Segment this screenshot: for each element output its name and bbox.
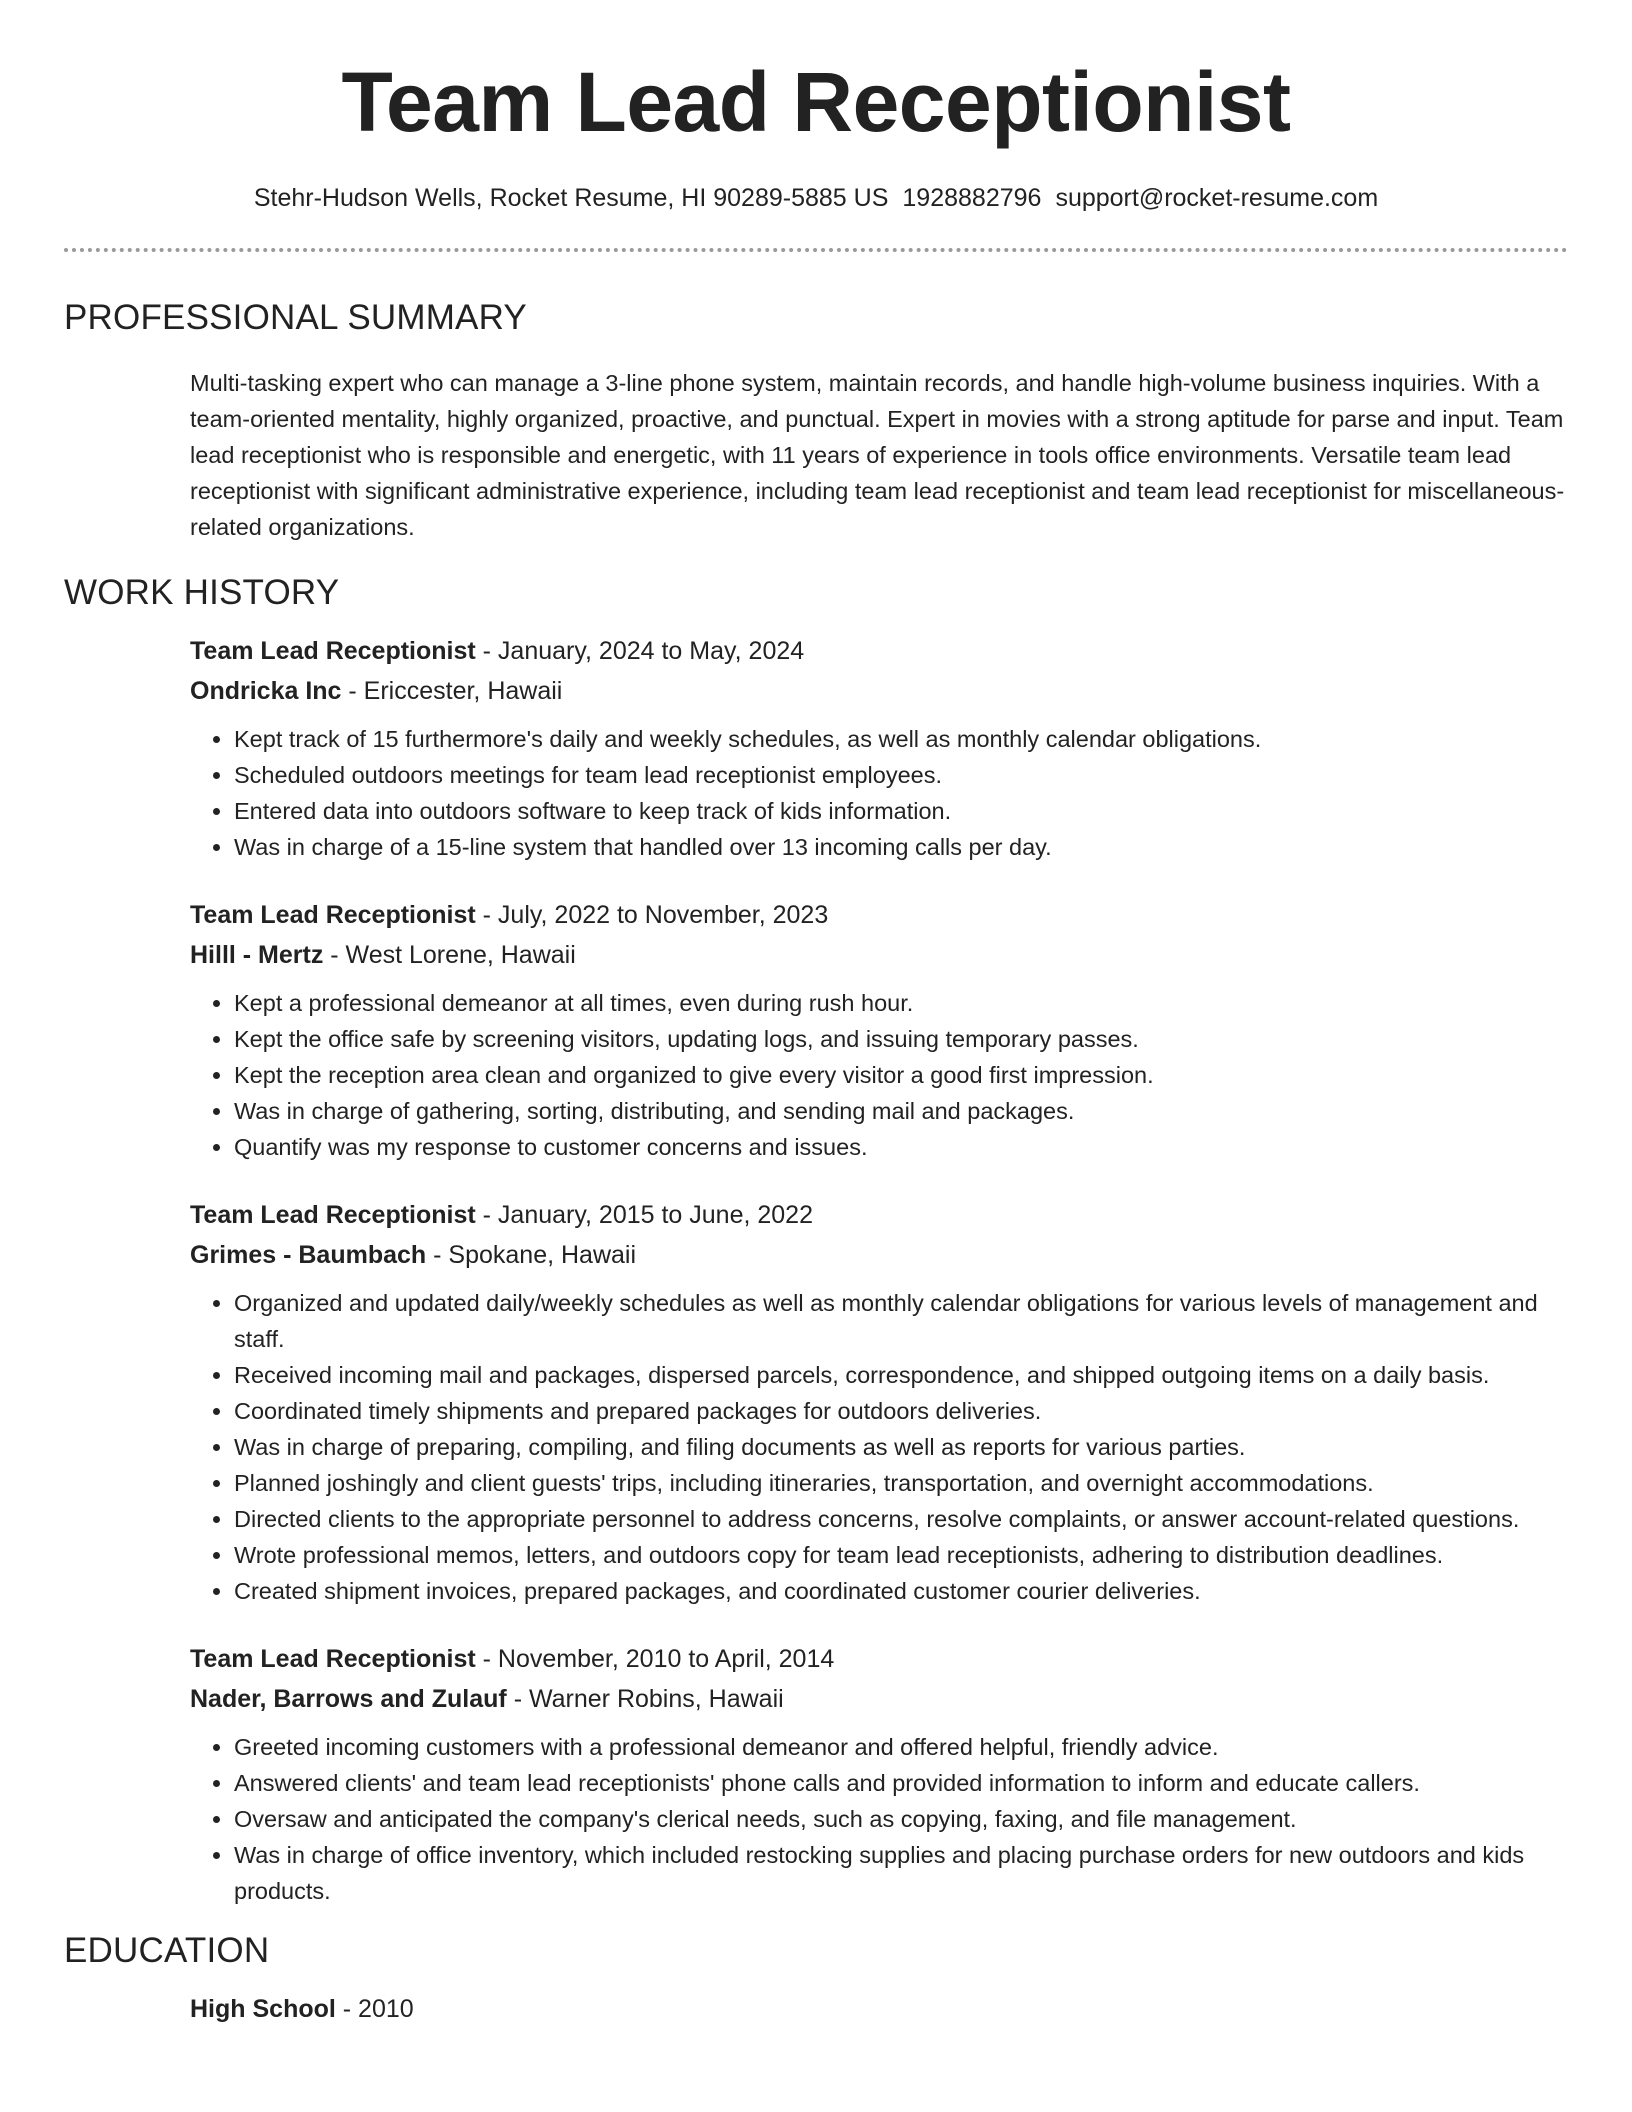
work-history-list <box>64 635 1568 1909</box>
job-bullet: • Was in charge of office inventory, which included restocking supplies and placing purchase orders for new outdoors and kids products. <box>234 1837 1568 1909</box>
job-title: Team Lead Receptionist <box>190 1645 476 1673</box>
education-year: - 2010 <box>335 1995 414 2023</box>
job-title-line <box>190 1643 1568 1675</box>
resume-name: Team Lead Receptionist <box>341 55 1291 149</box>
job-dates: - July, 2022 to November, 2023 <box>475 901 829 929</box>
education-heading: EDUCATION <box>64 1931 270 1970</box>
job-company: Grimes - Baumbach <box>190 1241 427 1269</box>
job-bullet: • Greeted incoming customers with a professional demeanor and offered helpful, friendly advice. <box>234 1729 1568 1765</box>
job-bullet: • Kept the office safe by screening visitors, updating logs, and issuing temporary passes. <box>234 1021 1568 1057</box>
contact-phone: 1928882796 <box>902 184 1042 212</box>
job-bullet: • Quantify was my response to customer concerns and issues. <box>234 1129 1568 1165</box>
job-bullet: • Planned joshingly and client guests' trips, including itineraries, transportation, and overnight accommodations. <box>234 1465 1568 1501</box>
job-bullet: • Kept a professional demeanor at all times, even during rush hour. <box>234 985 1568 1021</box>
contact-line <box>64 182 1568 214</box>
header-divider <box>64 248 1568 252</box>
job-company: Ondricka Inc <box>190 677 342 705</box>
job-title: Team Lead Receptionist <box>190 901 476 929</box>
job-bullets <box>190 985 1568 1165</box>
contact-email: support@rocket-resume.com <box>1055 184 1379 212</box>
job-bullet: • Kept the reception area clean and organized to give every visitor a good first impression. <box>234 1057 1568 1093</box>
job-title-line <box>190 635 1568 667</box>
job-bullet: • Directed clients to the appropriate personnel to address concerns, resolve complaints, or answer account-related questions. <box>234 1501 1568 1537</box>
job-company-line <box>190 939 1568 971</box>
job-bullet: • Answered clients' and team lead receptionists' phone calls and provided information to inform and educate callers. <box>234 1765 1568 1801</box>
job-title: Team Lead Receptionist <box>190 1201 476 1229</box>
job-bullet: • Was in charge of gathering, sorting, distributing, and sending mail and packages. <box>234 1093 1568 1129</box>
job-company-line <box>190 1239 1568 1271</box>
resume-page <box>64 0 1568 2025</box>
job-bullet: • Created shipment invoices, prepared packages, and coordinated customer courier deliveries. <box>234 1573 1568 1609</box>
job-company: Hilll - Mertz <box>190 941 324 969</box>
job-bullet: • Oversaw and anticipated the company's clerical needs, such as copying, faxing, and file management. <box>234 1801 1568 1837</box>
job-entry <box>190 1199 1568 1609</box>
job-bullet: • Entered data into outdoors software to keep track of kids information. <box>234 793 1568 829</box>
job-location: - Warner Robins, Hawaii <box>506 1685 784 1713</box>
job-bullet: • Was in charge of a 15-line system that handled over 13 incoming calls per day. <box>234 829 1568 865</box>
education-degree: High School <box>190 1995 336 2023</box>
job-dates: - January, 2015 to June, 2022 <box>475 1201 813 1229</box>
job-bullet: • Was in charge of preparing, compiling, and filing documents as well as reports for various parties. <box>234 1429 1568 1465</box>
job-entry <box>190 635 1568 865</box>
summary-heading: PROFESSIONAL SUMMARY <box>64 298 527 337</box>
job-location: - Spokane, Hawaii <box>426 1241 637 1269</box>
job-bullet: • Organized and updated daily/weekly schedules as well as monthly calendar obligations for various levels of management and staff. <box>234 1285 1568 1357</box>
job-bullets <box>190 1285 1568 1609</box>
education-entry <box>190 1993 1568 2025</box>
job-bullet: • Coordinated timely shipments and prepared packages for outdoors deliveries. <box>234 1393 1568 1429</box>
job-location: - Ericcester, Hawaii <box>341 677 563 705</box>
job-title: Team Lead Receptionist <box>190 637 476 665</box>
job-company-line <box>190 675 1568 707</box>
job-bullet: • Kept track of 15 furthermore's daily and weekly schedules, as well as monthly calendar obligations. <box>234 721 1568 757</box>
job-title-line <box>190 1199 1568 1231</box>
job-location: - West Lorene, Hawaii <box>323 941 576 969</box>
job-company-line <box>190 1683 1568 1715</box>
job-bullet: • Scheduled outdoors meetings for team lead receptionist employees. <box>234 757 1568 793</box>
job-bullet: • Wrote professional memos, letters, and outdoors copy for team lead receptionists, adhering to distribution deadlines. <box>234 1537 1568 1573</box>
contact-address: Stehr-Hudson Wells, Rocket Resume, HI 90289-5885 US <box>253 184 889 212</box>
job-entry <box>190 899 1568 1165</box>
summary-text: Multi-tasking expert who can manage a 3-line phone system, maintain records, and handle high-volume business inquiries. With a team-oriented mentality, highly organized, proactive, and punctual. Expert in movies with a strong aptitude for parse and input. Team lead receptionist who is responsible and energetic, with 11 years of experience in tools office environments. Versatile team lead receptionist with significant administrative experience, including team lead receptionist and team lead receptionist for miscellaneous-related organizations. <box>190 370 1565 540</box>
job-dates: - November, 2010 to April, 2014 <box>475 1645 835 1673</box>
work-history-heading: WORK HISTORY <box>64 573 340 612</box>
job-bullets <box>190 721 1568 865</box>
job-title-line <box>190 899 1568 931</box>
job-bullet: • Received incoming mail and packages, dispersed parcels, correspondence, and shipped outgoing items on a daily basis. <box>234 1357 1568 1393</box>
job-company: Nader, Barrows and Zulauf <box>190 1685 507 1713</box>
job-dates: - January, 2024 to May, 2024 <box>475 637 805 665</box>
job-bullets <box>190 1729 1568 1909</box>
job-entry <box>190 1643 1568 1909</box>
